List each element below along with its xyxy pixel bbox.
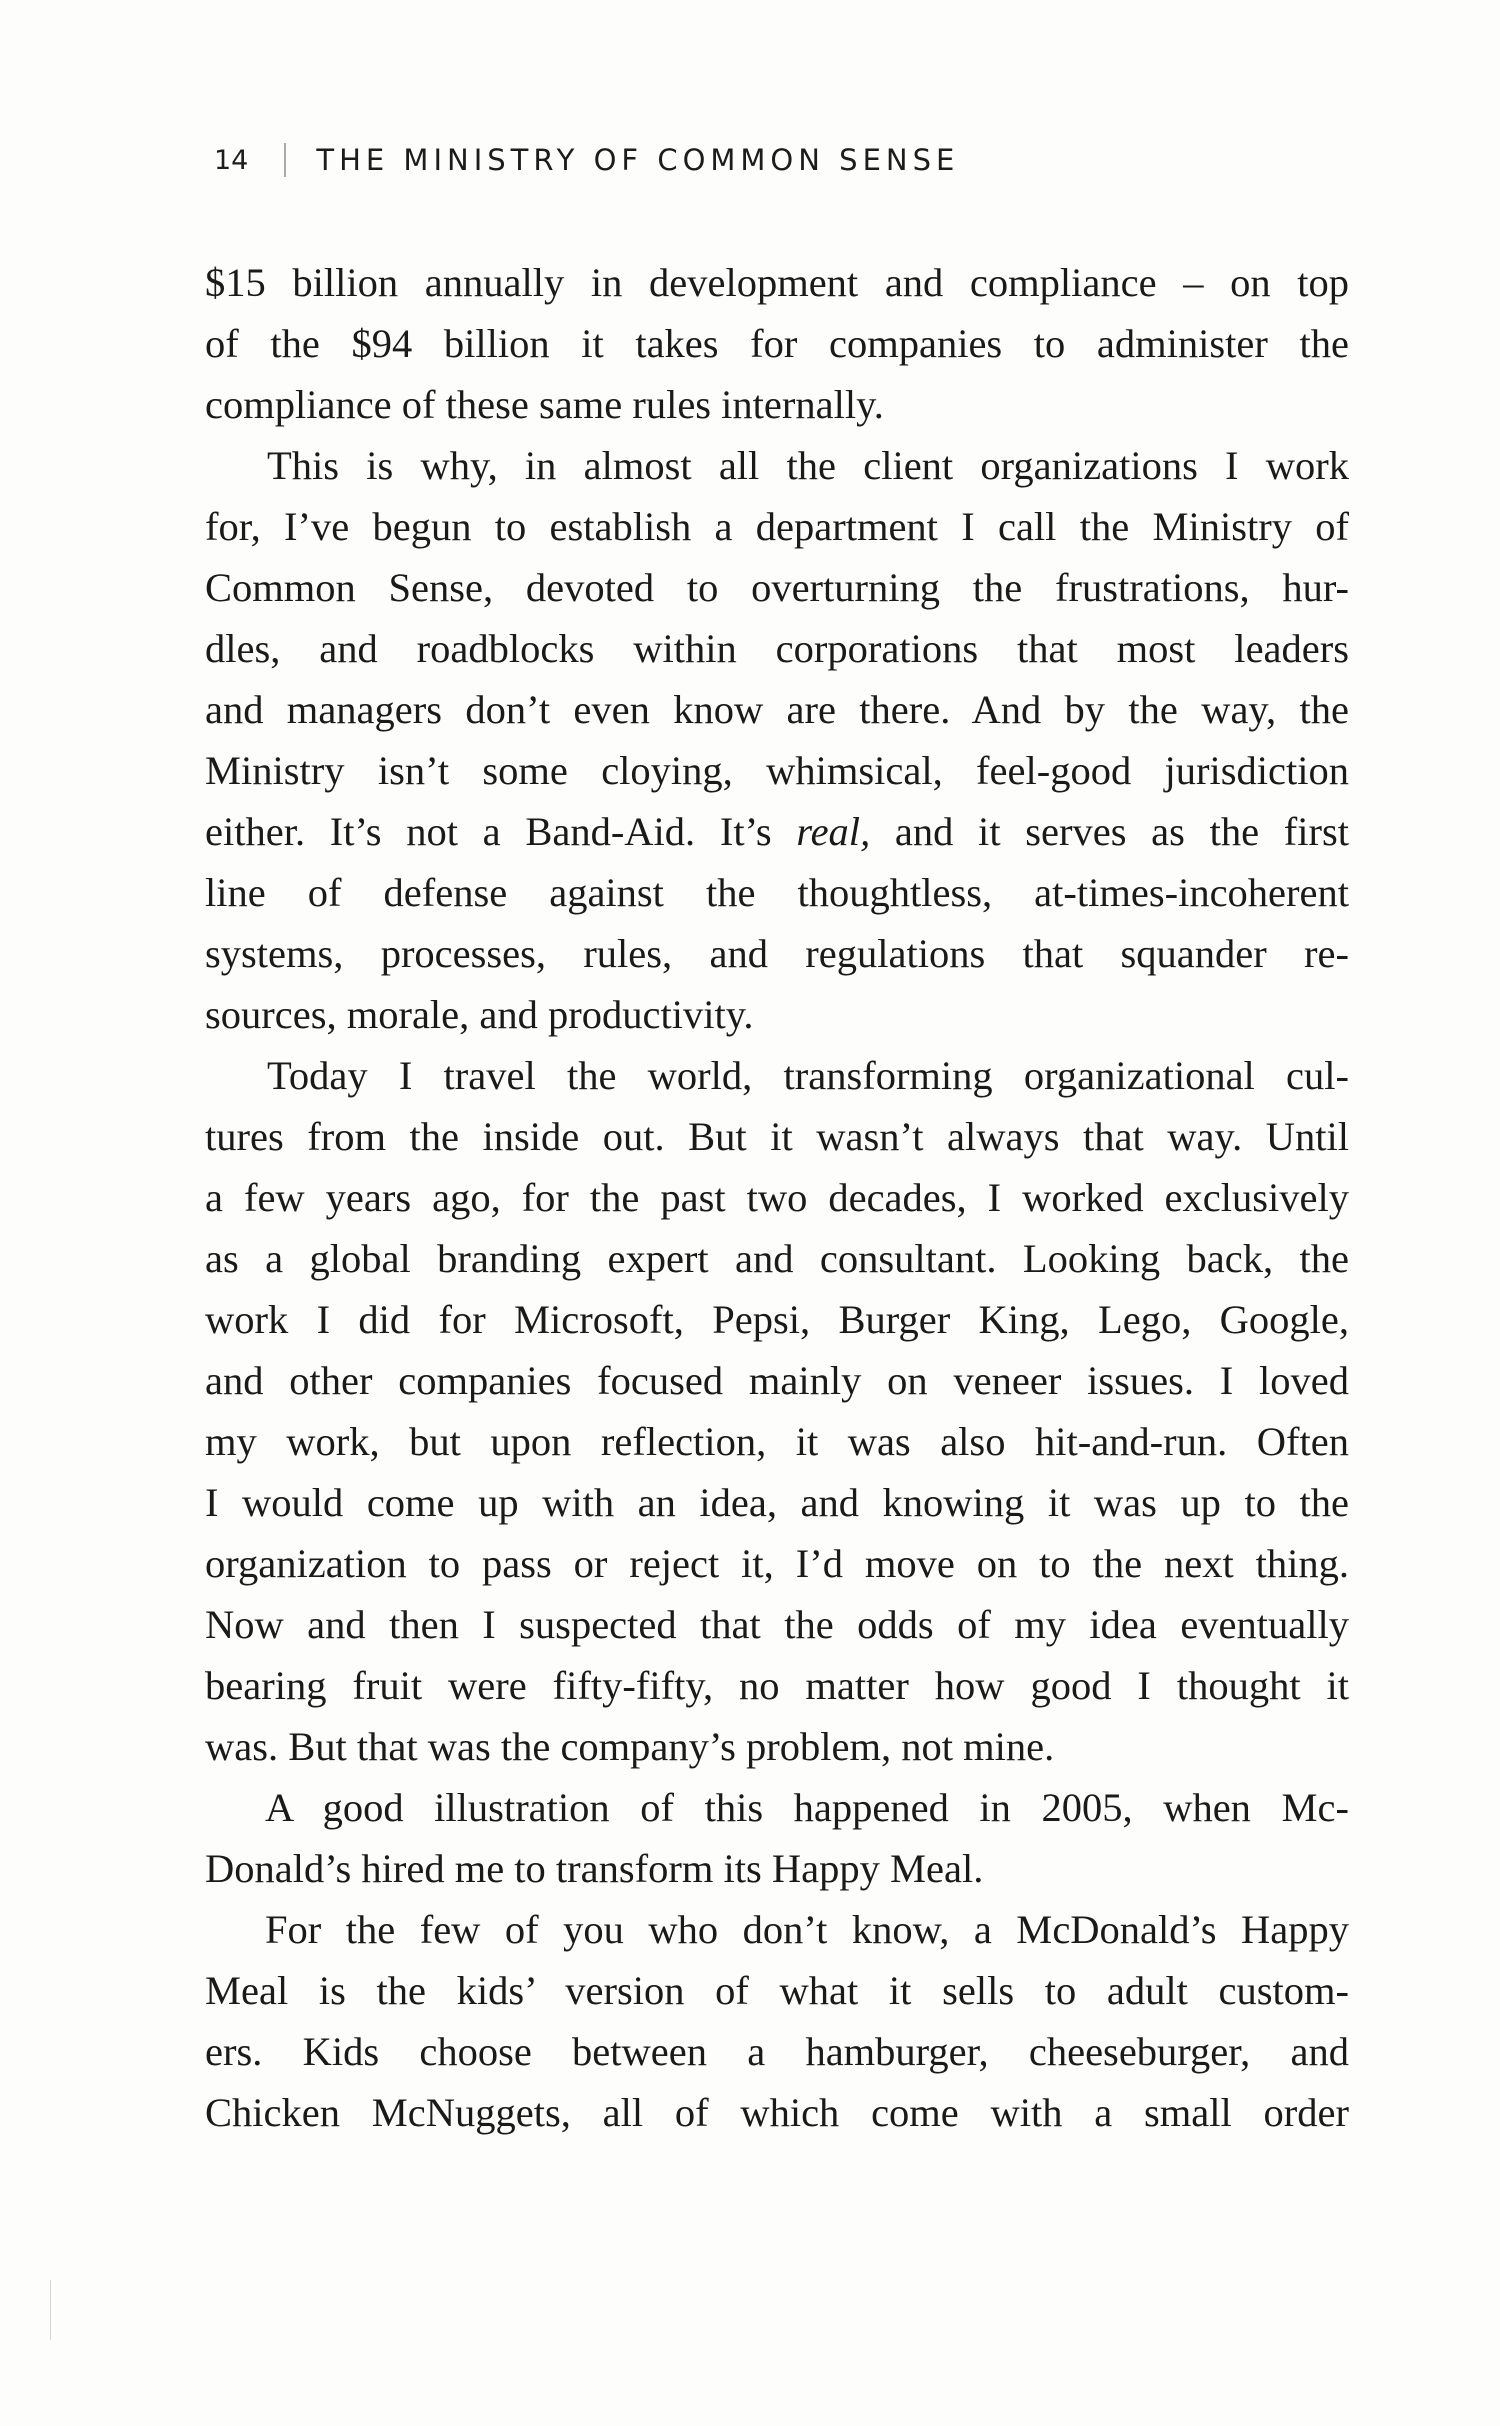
text-line: of the $94 billion it takes for companies to administer the xyxy=(205,321,1349,366)
text-line: $15 billion annually in development and compliance – on top xyxy=(205,260,1349,305)
text-line: organization to pass or reject it, I’d move on to the next thing. xyxy=(205,1541,1349,1586)
paragraph-first-line: Today I travel the world, transforming organizational cul- xyxy=(267,1053,1349,1098)
text-run: either. It’s not a Band-Aid. It’s xyxy=(205,809,797,854)
text-line: I would come up with an idea, and knowing it was up to the xyxy=(205,1480,1349,1525)
text-line: for, I’ve begun to establish a department I call the Ministry of xyxy=(205,504,1349,549)
text-line: sources, morale, and productivity. xyxy=(205,992,754,1037)
text-line: line of defense against the thoughtless, at-times-incoherent xyxy=(205,870,1349,915)
text-line: and managers don’t even know are there. And by the way, the xyxy=(205,687,1349,732)
text-line: Meal is the kids’ version of what it sells to adult custom- xyxy=(205,1968,1349,2013)
text-line: Now and then I suspected that the odds of my idea eventually xyxy=(205,1602,1349,1647)
text-line: bearing fruit were fifty-fifty, no matter how good I thought it xyxy=(205,1663,1349,1708)
text-line: tures from the inside out. But it wasn’t always that way. Until xyxy=(205,1114,1349,1159)
text-line: and other companies focused mainly on veneer issues. I loved xyxy=(205,1358,1349,1403)
text-line: Common Sense, devoted to overturning the frustrations, hur- xyxy=(205,565,1349,610)
text-line: compliance of these same rules internally. xyxy=(205,382,884,427)
book-title: THE MINISTRY OF COMMON SENSE xyxy=(316,143,960,177)
text-line: Ministry isn’t some cloying, whimsical, feel-good jurisdiction xyxy=(205,748,1349,793)
paragraph-first-line: A good illustration of this happened in 2005, when Mc- xyxy=(265,1785,1349,1830)
paragraph-first-line: For the few of you who don’t know, a McDonald’s Happy xyxy=(265,1907,1349,1952)
text-line: work I did for Microsoft, Pepsi, Burger King, Lego, Google, xyxy=(205,1297,1349,1342)
text-line-with-emphasis xyxy=(205,801,1349,862)
text-line: my work, but upon reflection, it was also hit-and-run. Often xyxy=(205,1419,1349,1464)
emphasis-real: real, xyxy=(796,809,871,854)
text-line: ers. Kids choose between a hamburger, cheeseburger, and xyxy=(205,2029,1349,2074)
text-run: and it serves as the first xyxy=(870,809,1349,854)
paragraph-first-line: This is why, in almost all the client organizations I work xyxy=(267,443,1349,488)
text-line: dles, and roadblocks within corporations that most leaders xyxy=(205,626,1349,671)
text-line: as a global branding expert and consultant. Looking back, the xyxy=(205,1236,1349,1281)
page-number: 14 xyxy=(214,144,249,176)
text-line: was. But that was the company’s problem, not mine. xyxy=(205,1724,1055,1769)
text-line: systems, processes, rules, and regulations that squander re- xyxy=(205,931,1349,976)
text-line: Donald’s hired me to transform its Happy Meal. xyxy=(205,1846,984,1891)
body-text xyxy=(205,252,1349,2143)
scan-artifact xyxy=(50,2280,51,2340)
running-head xyxy=(214,140,959,180)
text-line: Chicken McNuggets, all of which come with a small order xyxy=(205,2090,1349,2135)
header-separator xyxy=(284,143,286,177)
text-line: a few years ago, for the past two decades, I worked exclusively xyxy=(205,1175,1349,1220)
